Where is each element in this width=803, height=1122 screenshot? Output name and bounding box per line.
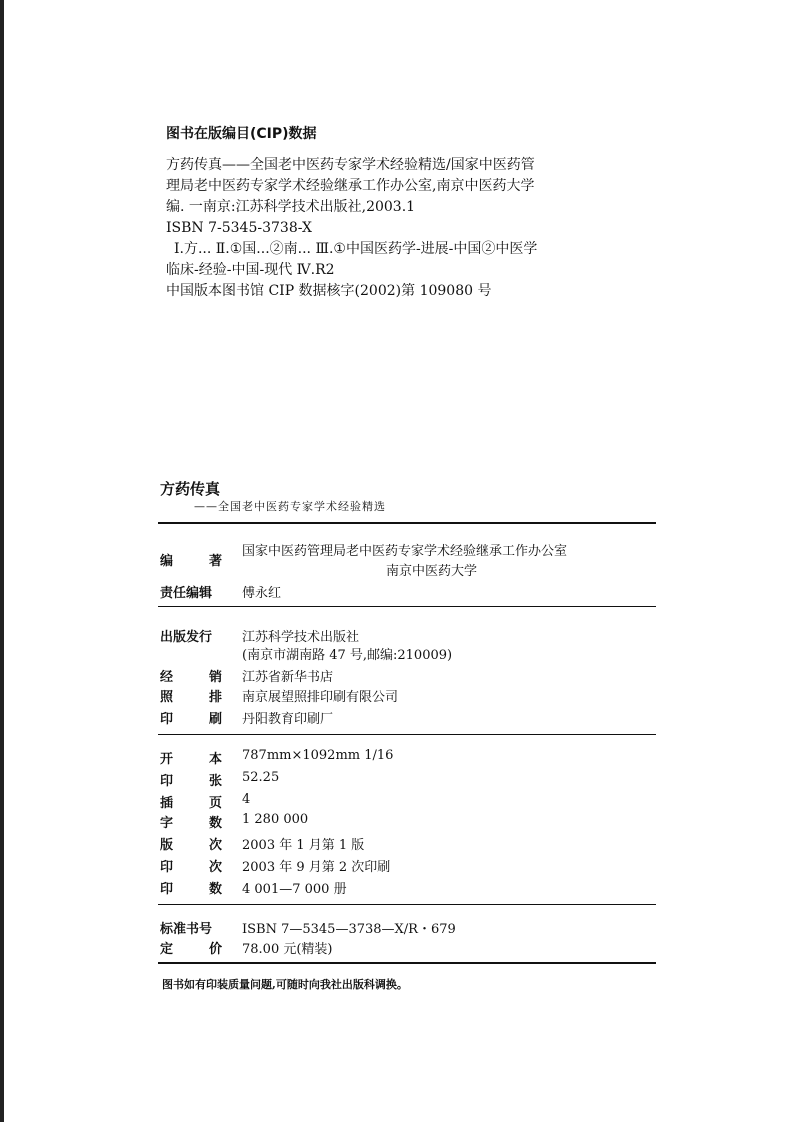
printer-value: 丹阳教育印刷厂	[242, 712, 334, 727]
authors-line2: 南京中医药大学	[386, 564, 478, 579]
cip-subjects: Ⅰ.方... Ⅱ.①国...②南... Ⅲ.①中国医药学-进展-中国②中医学临床-经验-中国-现代 Ⅳ.R2	[166, 241, 538, 278]
label-char: 版	[160, 838, 174, 853]
authors-label	[160, 550, 222, 569]
label-char: 张	[208, 774, 222, 789]
price-value: 78.00 元(精装)	[242, 942, 333, 957]
edition-value: 2003 年 1 月第 1 版	[242, 838, 365, 853]
label-char: 次	[208, 838, 222, 853]
divider	[158, 962, 656, 964]
distributor-value: 江苏省新华书店	[242, 670, 334, 685]
authors-line1: 国家中医药管理局老中医药专家学术经验继承工作办公室	[242, 544, 568, 559]
copies-label	[160, 878, 222, 897]
editor-value: 傅永红	[242, 586, 282, 601]
price-label	[160, 938, 222, 957]
plates-value: 4	[242, 792, 251, 807]
label-char: 销	[208, 670, 222, 685]
label-char: 页	[208, 796, 222, 811]
publisher-address: (南京市湖南路 47 号,邮编:210009)	[242, 648, 453, 663]
page-edge	[0, 0, 4, 1122]
divider	[158, 734, 656, 735]
label-char: 印	[160, 774, 174, 789]
editor-label: 责任编辑	[160, 586, 213, 601]
sheets-label	[160, 770, 222, 789]
label-char: 数	[208, 882, 222, 897]
label-char: 印	[160, 882, 174, 897]
label-char: 排	[208, 690, 222, 705]
label-char: 本	[208, 752, 222, 767]
book-subtitle: ——全国老中医药专家学术经验精选	[194, 500, 386, 513]
sheets-value: 52.25	[242, 770, 280, 785]
label-char: 编	[160, 554, 174, 569]
publisher-label: 出版发行	[160, 630, 213, 645]
label-char: 价	[208, 942, 222, 957]
cip-heading: 图书在版编目(CIP)数据	[166, 126, 317, 142]
label-char: 插	[160, 796, 174, 811]
cip-number: 中国版本图书馆 CIP 数据核字(2002)第 109080 号	[166, 283, 492, 299]
label-char: 数	[208, 816, 222, 831]
format-label	[160, 748, 222, 767]
quality-notice: 图书如有印装质量问题,可随时向我社出版科调换。	[162, 978, 408, 991]
cip-block	[166, 124, 538, 302]
typesetter-label	[160, 686, 222, 705]
publisher-value: 江苏科学技术出版社	[242, 630, 360, 645]
divider	[158, 522, 656, 524]
label-char: 照	[160, 690, 174, 705]
wordcount-value: 1 280 000	[242, 812, 309, 827]
printing-label	[160, 856, 222, 875]
wordcount-label	[160, 812, 222, 831]
label-char: 著	[208, 554, 222, 569]
label-char: 印	[160, 712, 174, 727]
label-char: 开	[160, 752, 174, 767]
plates-label	[160, 792, 222, 811]
label-char: 次	[208, 860, 222, 875]
book-title: 方药传真	[160, 480, 221, 498]
edition-label	[160, 834, 222, 853]
label-char: 印	[160, 860, 174, 875]
distributor-label	[160, 666, 222, 685]
cip-description: 方药传真——全国老中医药专家学术经验精选/国家中医药管理局老中医药专家学术经验继承工作办公室,南京中医药大学编. 一南京:江苏科学技术出版社,2003.1	[166, 157, 535, 215]
printer-label	[160, 708, 222, 727]
format-value: 787mm×1092mm 1/16	[242, 748, 394, 763]
label-char: 刷	[208, 712, 222, 727]
divider	[158, 606, 656, 607]
label-char: 定	[160, 942, 174, 957]
divider	[158, 904, 656, 905]
label-char: 字	[160, 816, 174, 831]
isbn-label: 标准书号	[160, 922, 213, 937]
label-char: 经	[160, 670, 174, 685]
copies-value: 4 001—7 000 册	[242, 882, 347, 897]
typesetter-value: 南京展望照排印刷有限公司	[242, 690, 399, 705]
isbn-value: ISBN 7—5345—3738—X/R・679	[242, 922, 456, 937]
cip-isbn: ISBN 7-5345-3738-X	[166, 220, 312, 236]
printing-value: 2003 年 9 月第 2 次印刷	[242, 860, 391, 875]
